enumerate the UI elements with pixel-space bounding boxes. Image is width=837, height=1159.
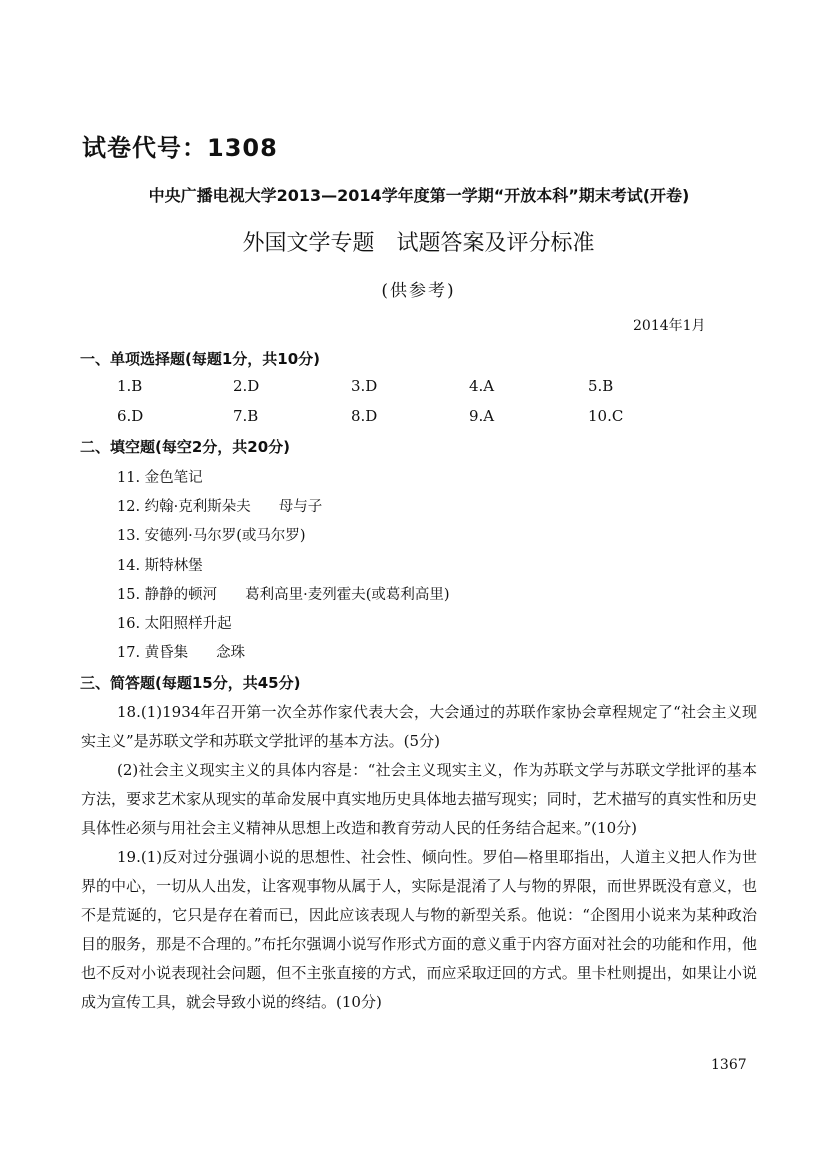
fill-answer xyxy=(117,554,203,575)
fill-answer xyxy=(117,495,322,516)
fill-answer-b: 葛利高里·麦列霍夫(或葛利高里) xyxy=(245,587,450,603)
exam-code: 试卷代号：1308 xyxy=(82,134,278,162)
answer-18-part2: (2)社会主义现实主义的具体内容是：“社会主义现实主义，作为苏联文学与苏联文学批评的基本方法，要求艺术家从现实的革命发展中真实地历史具体地去描写现实；同时，艺术描写的真实性和历史具体性必须与用社会主义精神从思想上改造和教育劳动人民的任务结合起来。”(10分) xyxy=(81,761,757,837)
page-number: 1367 xyxy=(711,1057,747,1073)
mc-answer: 3.D xyxy=(351,377,378,395)
mc-answer: 6.D xyxy=(117,407,144,425)
document-title xyxy=(0,226,837,257)
fill-answer-a: 15. 静静的顿河 xyxy=(117,587,218,603)
mc-answer: 2.D xyxy=(233,377,260,395)
section1-heading: 一、单项选择题(每题1分，共10分) xyxy=(80,350,321,368)
mc-answer: 4.A xyxy=(469,377,495,395)
fill-answer-a: 12. 约翰·克利斯朵夫 xyxy=(117,499,251,515)
answer-19-part1: 19.(1)反对过分强调小说的思想性、社会性、倾向性。罗伯—格里耶指出，人道主义把人作为世界的中心，一切从人出发，让客观事物从属于人，实际是混淆了人与物的界限，而世界既没有意义，也不是荒诞的，它只是存在着而已，因此应该表现人与物的新型关系。他说：“企图用小说来为某种政治目的服务，那是不合理的。”布托尔强调小说写作形式方面的意义重于内容方面对社会的功能和作用，他也不反对小说表现社会问题，但不主张直接的方式，而应采取迂回的方式。里卡杜则提出，如果让小说成为宣传工具，就会导致小说的终结。(10分) xyxy=(81,848,757,1011)
fill-answer-a: 11. 金色笔记 xyxy=(117,470,203,486)
fill-answer-a: 17. 黄昏集 xyxy=(117,645,189,661)
fill-answer-a: 14. 斯特林堡 xyxy=(117,558,203,574)
essay-answers xyxy=(81,698,757,1017)
mc-answer: 7.B xyxy=(233,407,259,425)
fill-answer xyxy=(117,466,203,487)
fill-answer-a: 13. 安德列·马尔罗(或马尔罗) xyxy=(117,528,306,544)
exam-date: 2014年1月 xyxy=(633,318,706,334)
section2-heading: 二、填空题(每空2分，共20分) xyxy=(80,438,291,456)
fill-answer xyxy=(117,641,245,662)
mc-answer: 10.C xyxy=(588,407,624,425)
fill-answer-a: 16. 太阳照样升起 xyxy=(117,616,232,632)
mc-answer: 1.B xyxy=(117,377,143,395)
mc-answer: 8.D xyxy=(351,407,378,425)
section3-heading: 三、简答题(每题15分，共45分) xyxy=(80,674,301,692)
fill-answer xyxy=(117,583,450,604)
answer-key-label: 试题答案及评分标准 xyxy=(396,231,595,256)
answer-18-part1: 18.(1)1934年召开第一次全苏作家代表大会，大会通过的苏联作家协会章程规定了“社会主义现实主义”是苏联文学和苏联文学批评的基本方法。(5分) xyxy=(81,703,757,750)
fill-answer-b: 母与子 xyxy=(278,499,323,515)
fill-answer xyxy=(117,612,232,633)
mc-answer: 9.A xyxy=(469,407,495,425)
mc-answer: 5.B xyxy=(588,377,614,395)
fill-answer-b: 念珠 xyxy=(216,645,246,661)
reference-note: (供参考) xyxy=(381,281,456,301)
institution-line: 中央广播电视大学2013—2014学年度第一学期“开放本科”期末考试(开卷) xyxy=(148,186,690,205)
course-name: 外国文学专题 xyxy=(242,231,375,256)
fill-answer xyxy=(117,524,306,545)
